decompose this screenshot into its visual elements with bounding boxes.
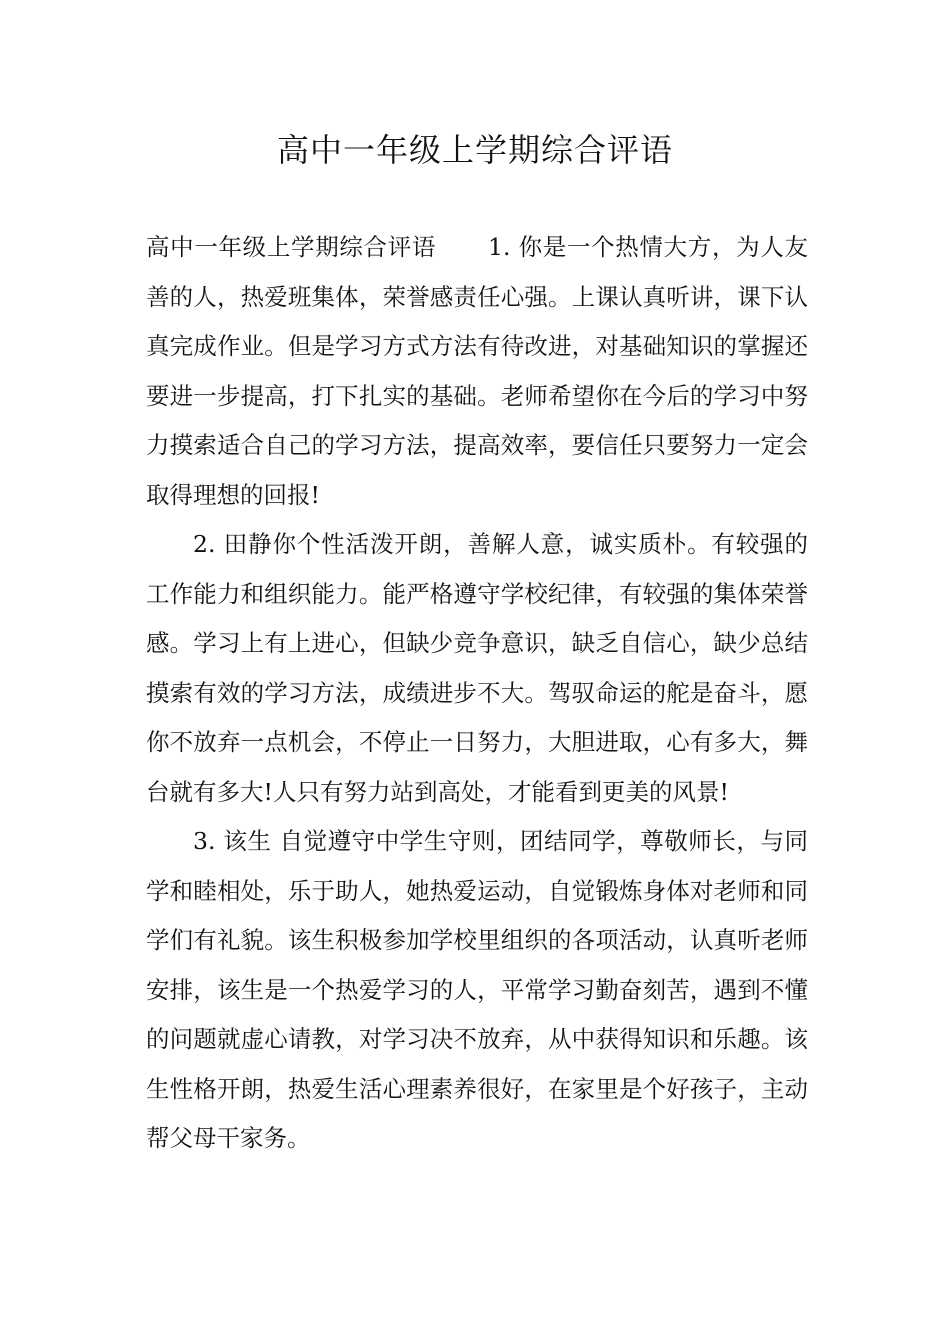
paragraph-1-text: 1. 你是一个热情大方，为人友善的人，热爱班集体，荣誉感责任心强。上课认真听讲，课下认真完成作业。但是学习方式方法有待改进，对基础知识的掌握还要进一步提高，打下扎实的基础。老师希望你在今后的学习中努力摸索适合自己的学习方法，提高效率，要信任只要努力一定会取得理想的回报! xyxy=(146,233,808,509)
paragraph-1 xyxy=(146,223,808,520)
paragraph-3: 3. 该生 自觉遵守中学生守则，团结同学，尊敬师长，与同学和睦相处，乐于助人，她热爱运动，自觉锻炼身体对老师和同学们有礼貌。该生积极参加学校里组织的各项活动，认真听老师安排，该生是一个热爱学习的人，平常学习勤奋刻苦，遇到不懂的问题就虚心请教，对学习决不放弃，从中获得知识和乐趣。该生性格开朗，热爱生活心理素养很好，在家里是个好孩子，主动帮父母干家务。 xyxy=(146,827,808,1152)
paragraph-1-lead: 高中一年级上学期综合评语 xyxy=(146,233,437,261)
document-body xyxy=(146,223,808,1164)
paragraph-2: 2. 田静你个性活泼开朗，善解人意，诚实质朴。有较强的工作能力和组织能力。能严格遵守学校纪律，有较强的集体荣誉感。学习上有上进心，但缺少竞争意识，缺乏自信心，缺少总结摸索有效的学习方法，成绩进步不大。驾驭命运的舵是奋斗，愿你不放弃一点机会，不停止一日努力，大胆进取，心有多大，舞台就有多大!人只有努力站到高处，才能看到更美的风景! xyxy=(146,530,808,806)
document-title: 高中一年级上学期综合评语 xyxy=(276,131,673,169)
